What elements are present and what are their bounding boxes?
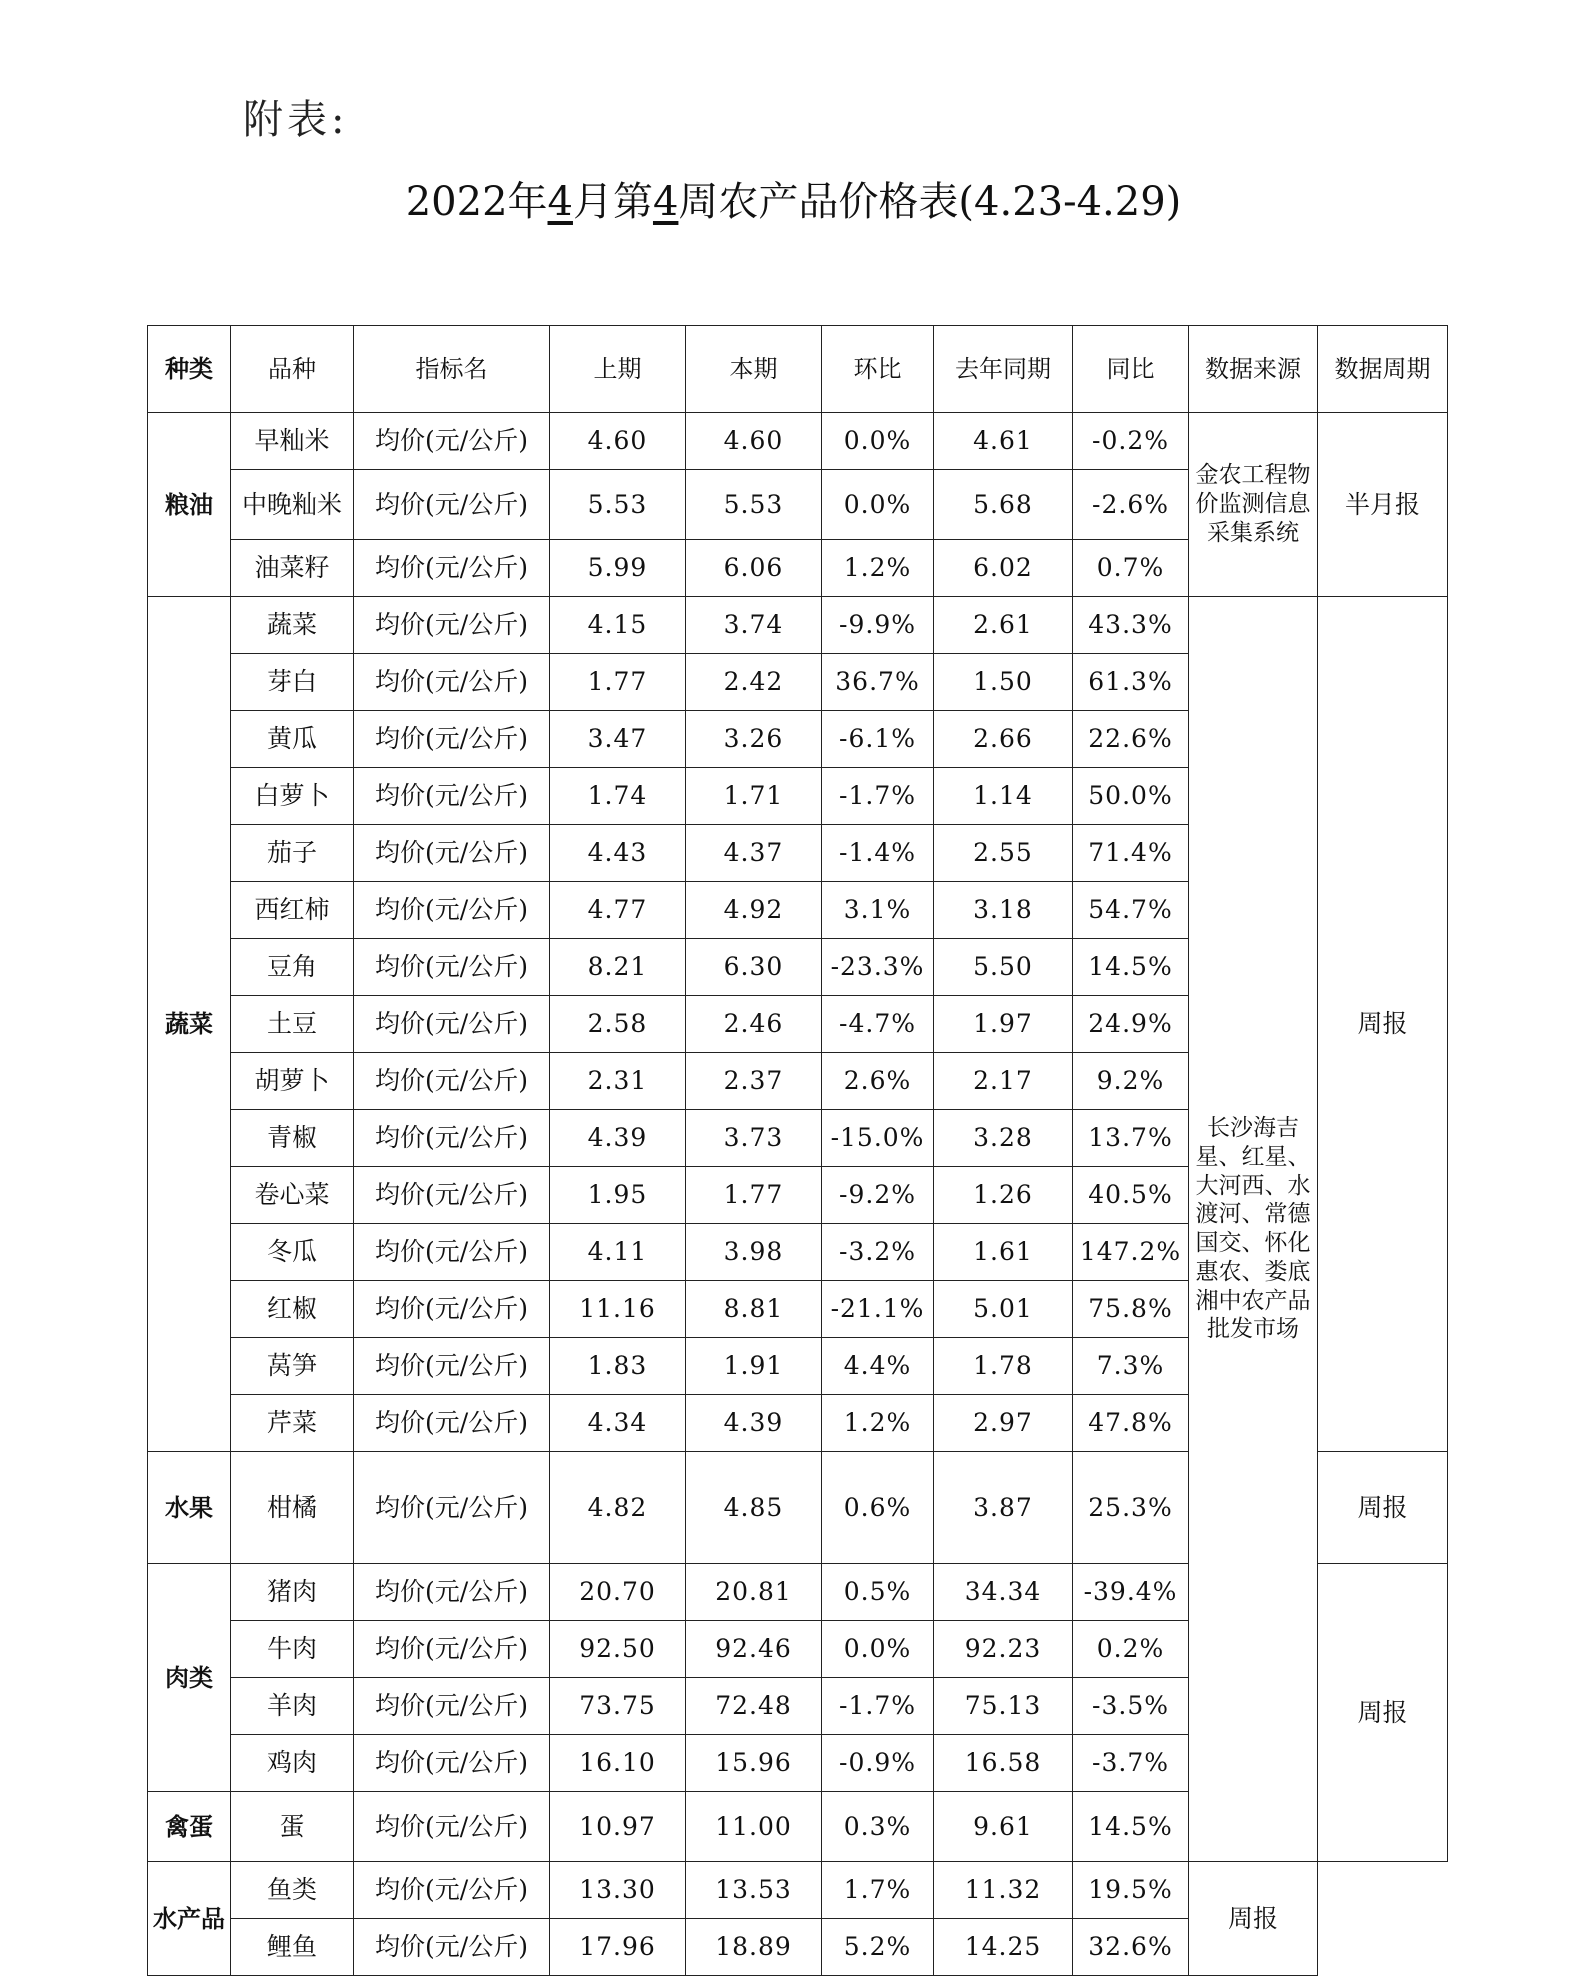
last-year-cell: 4.61 [934, 413, 1073, 470]
title-month: 4 [547, 179, 573, 225]
category-cell-meat: 肉类 [148, 1564, 231, 1792]
last-year-cell: 34.34 [934, 1564, 1073, 1621]
mom-cell: -1.7% [822, 1678, 934, 1735]
table-row [148, 597, 1448, 654]
yoy-cell: 54.7% [1073, 882, 1189, 939]
price-table-body [148, 326, 1448, 1976]
mom-cell: 5.2% [822, 1919, 934, 1976]
category-cell-aquatic: 水产品 [148, 1862, 231, 1976]
indicator-cell: 均价(元/公斤) [354, 470, 550, 540]
last-year-cell: 5.01 [934, 1281, 1073, 1338]
header-last-year: 去年同期 [934, 326, 1073, 413]
yoy-cell: 40.5% [1073, 1167, 1189, 1224]
table-row [148, 413, 1448, 470]
last-year-cell: 1.97 [934, 996, 1073, 1053]
current-cell: 6.06 [686, 540, 822, 597]
previous-cell: 17.96 [550, 1919, 686, 1976]
mom-cell: -6.1% [822, 711, 934, 768]
previous-cell: 11.16 [550, 1281, 686, 1338]
current-cell: 15.96 [686, 1735, 822, 1792]
title-year-suffix: 年 [507, 179, 548, 225]
mom-cell: -9.2% [822, 1167, 934, 1224]
yoy-cell: 14.5% [1073, 939, 1189, 996]
yoy-cell: 61.3% [1073, 654, 1189, 711]
variety-cell: 油菜籽 [231, 540, 354, 597]
previous-cell: 10.97 [550, 1792, 686, 1862]
mom-cell: -9.9% [822, 597, 934, 654]
previous-cell: 5.99 [550, 540, 686, 597]
last-year-cell: 3.28 [934, 1110, 1073, 1167]
mom-cell: -4.7% [822, 996, 934, 1053]
previous-cell: 4.43 [550, 825, 686, 882]
current-cell: 4.85 [686, 1452, 822, 1564]
current-cell: 18.89 [686, 1919, 822, 1976]
current-cell: 8.81 [686, 1281, 822, 1338]
variety-cell: 豆角 [231, 939, 354, 996]
header-current: 本期 [686, 326, 822, 413]
last-year-cell: 1.50 [934, 654, 1073, 711]
mom-cell: 3.1% [822, 882, 934, 939]
mom-cell: 1.2% [822, 1395, 934, 1452]
current-cell: 4.37 [686, 825, 822, 882]
current-cell: 92.46 [686, 1621, 822, 1678]
variety-cell: 芹菜 [231, 1395, 354, 1452]
mom-cell: 1.7% [822, 1862, 934, 1919]
previous-cell: 2.31 [550, 1053, 686, 1110]
variety-cell: 白萝卜 [231, 768, 354, 825]
variety-cell: 土豆 [231, 996, 354, 1053]
title-week: 4 [652, 179, 679, 225]
mom-cell: -21.1% [822, 1281, 934, 1338]
yoy-cell: 7.3% [1073, 1338, 1189, 1395]
last-year-cell: 3.87 [934, 1452, 1073, 1564]
variety-cell: 红椒 [231, 1281, 354, 1338]
indicator-cell: 均价(元/公斤) [354, 1735, 550, 1792]
previous-cell: 5.53 [550, 470, 686, 540]
yoy-cell: -3.5% [1073, 1678, 1189, 1735]
yoy-cell: 47.8% [1073, 1395, 1189, 1452]
variety-cell: 莴笋 [231, 1338, 354, 1395]
variety-cell: 鱼类 [231, 1862, 354, 1919]
previous-cell: 4.77 [550, 882, 686, 939]
indicator-cell: 均价(元/公斤) [354, 711, 550, 768]
previous-cell: 73.75 [550, 1678, 686, 1735]
indicator-cell: 均价(元/公斤) [354, 540, 550, 597]
yoy-cell: 22.6% [1073, 711, 1189, 768]
mom-cell: 2.6% [822, 1053, 934, 1110]
yoy-cell: 25.3% [1073, 1452, 1189, 1564]
previous-cell: 16.10 [550, 1735, 686, 1792]
yoy-cell: 24.9% [1073, 996, 1189, 1053]
variety-cell: 蔬菜 [231, 597, 354, 654]
last-year-cell: 1.78 [934, 1338, 1073, 1395]
previous-cell: 8.21 [550, 939, 686, 996]
last-year-cell: 2.66 [934, 711, 1073, 768]
previous-cell: 13.30 [550, 1862, 686, 1919]
mom-cell: 0.3% [822, 1792, 934, 1862]
previous-cell: 4.82 [550, 1452, 686, 1564]
indicator-cell: 均价(元/公斤) [354, 1564, 550, 1621]
indicator-cell: 均价(元/公斤) [354, 1110, 550, 1167]
last-year-cell: 11.32 [934, 1862, 1073, 1919]
variety-cell: 卷心菜 [231, 1167, 354, 1224]
yoy-cell: 0.2% [1073, 1621, 1189, 1678]
mom-cell: -3.2% [822, 1224, 934, 1281]
previous-cell: 4.39 [550, 1110, 686, 1167]
yoy-cell: 9.2% [1073, 1053, 1189, 1110]
current-cell: 5.53 [686, 470, 822, 540]
current-cell: 1.91 [686, 1338, 822, 1395]
last-year-cell: 14.25 [934, 1919, 1073, 1976]
category-cell-egg: 禽蛋 [148, 1792, 231, 1862]
indicator-cell: 均价(元/公斤) [354, 1167, 550, 1224]
variety-cell: 青椒 [231, 1110, 354, 1167]
yoy-cell: 19.5% [1073, 1862, 1189, 1919]
indicator-cell: 均价(元/公斤) [354, 1452, 550, 1564]
yoy-cell: 43.3% [1073, 597, 1189, 654]
variety-cell: 羊肉 [231, 1678, 354, 1735]
variety-cell: 柑橘 [231, 1452, 354, 1564]
category-cell-fruit: 水果 [148, 1452, 231, 1564]
current-cell: 4.92 [686, 882, 822, 939]
indicator-cell: 均价(元/公斤) [354, 1395, 550, 1452]
previous-cell: 4.11 [550, 1224, 686, 1281]
current-cell: 4.39 [686, 1395, 822, 1452]
indicator-cell: 均价(元/公斤) [354, 825, 550, 882]
previous-cell: 2.58 [550, 996, 686, 1053]
previous-cell: 4.34 [550, 1395, 686, 1452]
current-cell: 1.71 [686, 768, 822, 825]
mom-cell: 0.0% [822, 413, 934, 470]
previous-cell: 92.50 [550, 1621, 686, 1678]
yoy-cell: 50.0% [1073, 768, 1189, 825]
last-year-cell: 2.17 [934, 1053, 1073, 1110]
header-mom: 环比 [822, 326, 934, 413]
last-year-cell: 16.58 [934, 1735, 1073, 1792]
last-year-cell: 2.97 [934, 1395, 1073, 1452]
header-cycle: 数据周期 [1318, 326, 1448, 413]
last-year-cell: 92.23 [934, 1621, 1073, 1678]
indicator-cell: 均价(元/公斤) [354, 1621, 550, 1678]
indicator-cell: 均价(元/公斤) [354, 882, 550, 939]
indicator-cell: 均价(元/公斤) [354, 1338, 550, 1395]
mom-cell: 1.2% [822, 540, 934, 597]
current-cell: 13.53 [686, 1862, 822, 1919]
variety-cell: 黄瓜 [231, 711, 354, 768]
category-cell-grain: 粮油 [148, 413, 231, 597]
variety-cell: 芽白 [231, 654, 354, 711]
previous-cell: 20.70 [550, 1564, 686, 1621]
last-year-cell: 6.02 [934, 540, 1073, 597]
previous-cell: 4.60 [550, 413, 686, 470]
last-year-cell: 9.61 [934, 1792, 1073, 1862]
previous-cell: 4.15 [550, 597, 686, 654]
previous-cell: 1.95 [550, 1167, 686, 1224]
indicator-cell: 均价(元/公斤) [354, 1281, 550, 1338]
mom-cell: 4.4% [822, 1338, 934, 1395]
variety-cell: 早籼米 [231, 413, 354, 470]
cycle-cell-grain: 半月报 [1318, 413, 1448, 597]
last-year-cell: 1.14 [934, 768, 1073, 825]
current-cell: 2.42 [686, 654, 822, 711]
yoy-cell: 147.2% [1073, 1224, 1189, 1281]
indicator-cell: 均价(元/公斤) [354, 413, 550, 470]
mom-cell: 0.6% [822, 1452, 934, 1564]
header-yoy: 同比 [1073, 326, 1189, 413]
header-previous: 上期 [550, 326, 686, 413]
cycle-cell-vegetable: 周报 [1318, 597, 1448, 1452]
mom-cell: -0.9% [822, 1735, 934, 1792]
title-rest: 周农产品价格表(4.23-4.29) [678, 179, 1182, 225]
last-year-cell: 2.61 [934, 597, 1073, 654]
variety-cell: 蛋 [231, 1792, 354, 1862]
current-cell: 72.48 [686, 1678, 822, 1735]
variety-cell: 中晚籼米 [231, 470, 354, 540]
attachment-label: 附表: [243, 97, 349, 143]
indicator-cell: 均价(元/公斤) [354, 939, 550, 996]
current-cell: 4.60 [686, 413, 822, 470]
previous-cell: 3.47 [550, 711, 686, 768]
variety-cell: 鲤鱼 [231, 1919, 354, 1976]
last-year-cell: 75.13 [934, 1678, 1073, 1735]
category-cell-vegetable: 蔬菜 [148, 597, 231, 1452]
indicator-cell: 均价(元/公斤) [354, 768, 550, 825]
variety-cell: 猪肉 [231, 1564, 354, 1621]
mom-cell: 0.0% [822, 470, 934, 540]
current-cell: 1.77 [686, 1167, 822, 1224]
current-cell: 2.46 [686, 996, 822, 1053]
last-year-cell: 1.26 [934, 1167, 1073, 1224]
title-month-suffix: 月第 [572, 179, 653, 225]
header-category: 种类 [148, 326, 231, 413]
indicator-cell: 均价(元/公斤) [354, 654, 550, 711]
indicator-cell: 均价(元/公斤) [354, 1862, 550, 1919]
indicator-cell: 均价(元/公斤) [354, 1792, 550, 1862]
current-cell: 11.00 [686, 1792, 822, 1862]
current-cell: 3.73 [686, 1110, 822, 1167]
header-row [148, 326, 1448, 413]
mom-cell: 36.7% [822, 654, 934, 711]
price-table [147, 325, 1448, 1976]
yoy-cell: 32.6% [1073, 1919, 1189, 1976]
yoy-cell: 14.5% [1073, 1792, 1189, 1862]
variety-cell: 茄子 [231, 825, 354, 882]
header-source: 数据来源 [1189, 326, 1318, 413]
page-title [0, 170, 1587, 227]
current-cell: 20.81 [686, 1564, 822, 1621]
variety-cell: 鸡肉 [231, 1735, 354, 1792]
variety-cell: 胡萝卜 [231, 1053, 354, 1110]
yoy-cell: 13.7% [1073, 1110, 1189, 1167]
source-cell-grain: 金农工程物价监测信息采集系统 [1189, 413, 1318, 597]
table-row [148, 1862, 1448, 1919]
mom-cell: 0.5% [822, 1564, 934, 1621]
yoy-cell: 75.8% [1073, 1281, 1189, 1338]
title-year: 2022 [405, 179, 508, 225]
last-year-cell: 1.61 [934, 1224, 1073, 1281]
current-cell: 3.98 [686, 1224, 822, 1281]
mom-cell: -23.3% [822, 939, 934, 996]
mom-cell: -15.0% [822, 1110, 934, 1167]
indicator-cell: 均价(元/公斤) [354, 1678, 550, 1735]
indicator-cell: 均价(元/公斤) [354, 597, 550, 654]
variety-cell: 牛肉 [231, 1621, 354, 1678]
cycle-cell-aquatic: 周报 [1189, 1862, 1318, 1976]
mom-cell: -1.7% [822, 768, 934, 825]
header-variety: 品种 [231, 326, 354, 413]
yoy-cell: -0.2% [1073, 413, 1189, 470]
last-year-cell: 3.18 [934, 882, 1073, 939]
previous-cell: 1.77 [550, 654, 686, 711]
current-cell: 3.74 [686, 597, 822, 654]
mom-cell: 0.0% [822, 1621, 934, 1678]
yoy-cell: -2.6% [1073, 470, 1189, 540]
yoy-cell: 0.7% [1073, 540, 1189, 597]
source-cell-vegetable: 长沙海吉星、红星、大河西、水渡河、常德国交、怀化惠农、娄底湘中农产品批发市场 [1189, 597, 1318, 1862]
variety-cell: 西红柿 [231, 882, 354, 939]
indicator-cell: 均价(元/公斤) [354, 1224, 550, 1281]
cycle-cell-fruit: 周报 [1318, 1452, 1448, 1564]
yoy-cell: -3.7% [1073, 1735, 1189, 1792]
variety-cell: 冬瓜 [231, 1224, 354, 1281]
indicator-cell: 均价(元/公斤) [354, 996, 550, 1053]
previous-cell: 1.74 [550, 768, 686, 825]
previous-cell: 1.83 [550, 1338, 686, 1395]
cycle-cell-meat: 周报 [1318, 1564, 1448, 1862]
current-cell: 6.30 [686, 939, 822, 996]
indicator-cell: 均价(元/公斤) [354, 1919, 550, 1976]
header-indicator: 指标名 [354, 326, 550, 413]
last-year-cell: 5.68 [934, 470, 1073, 540]
indicator-cell: 均价(元/公斤) [354, 1053, 550, 1110]
yoy-cell: 71.4% [1073, 825, 1189, 882]
last-year-cell: 2.55 [934, 825, 1073, 882]
current-cell: 3.26 [686, 711, 822, 768]
yoy-cell: -39.4% [1073, 1564, 1189, 1621]
last-year-cell: 5.50 [934, 939, 1073, 996]
current-cell: 2.37 [686, 1053, 822, 1110]
mom-cell: -1.4% [822, 825, 934, 882]
